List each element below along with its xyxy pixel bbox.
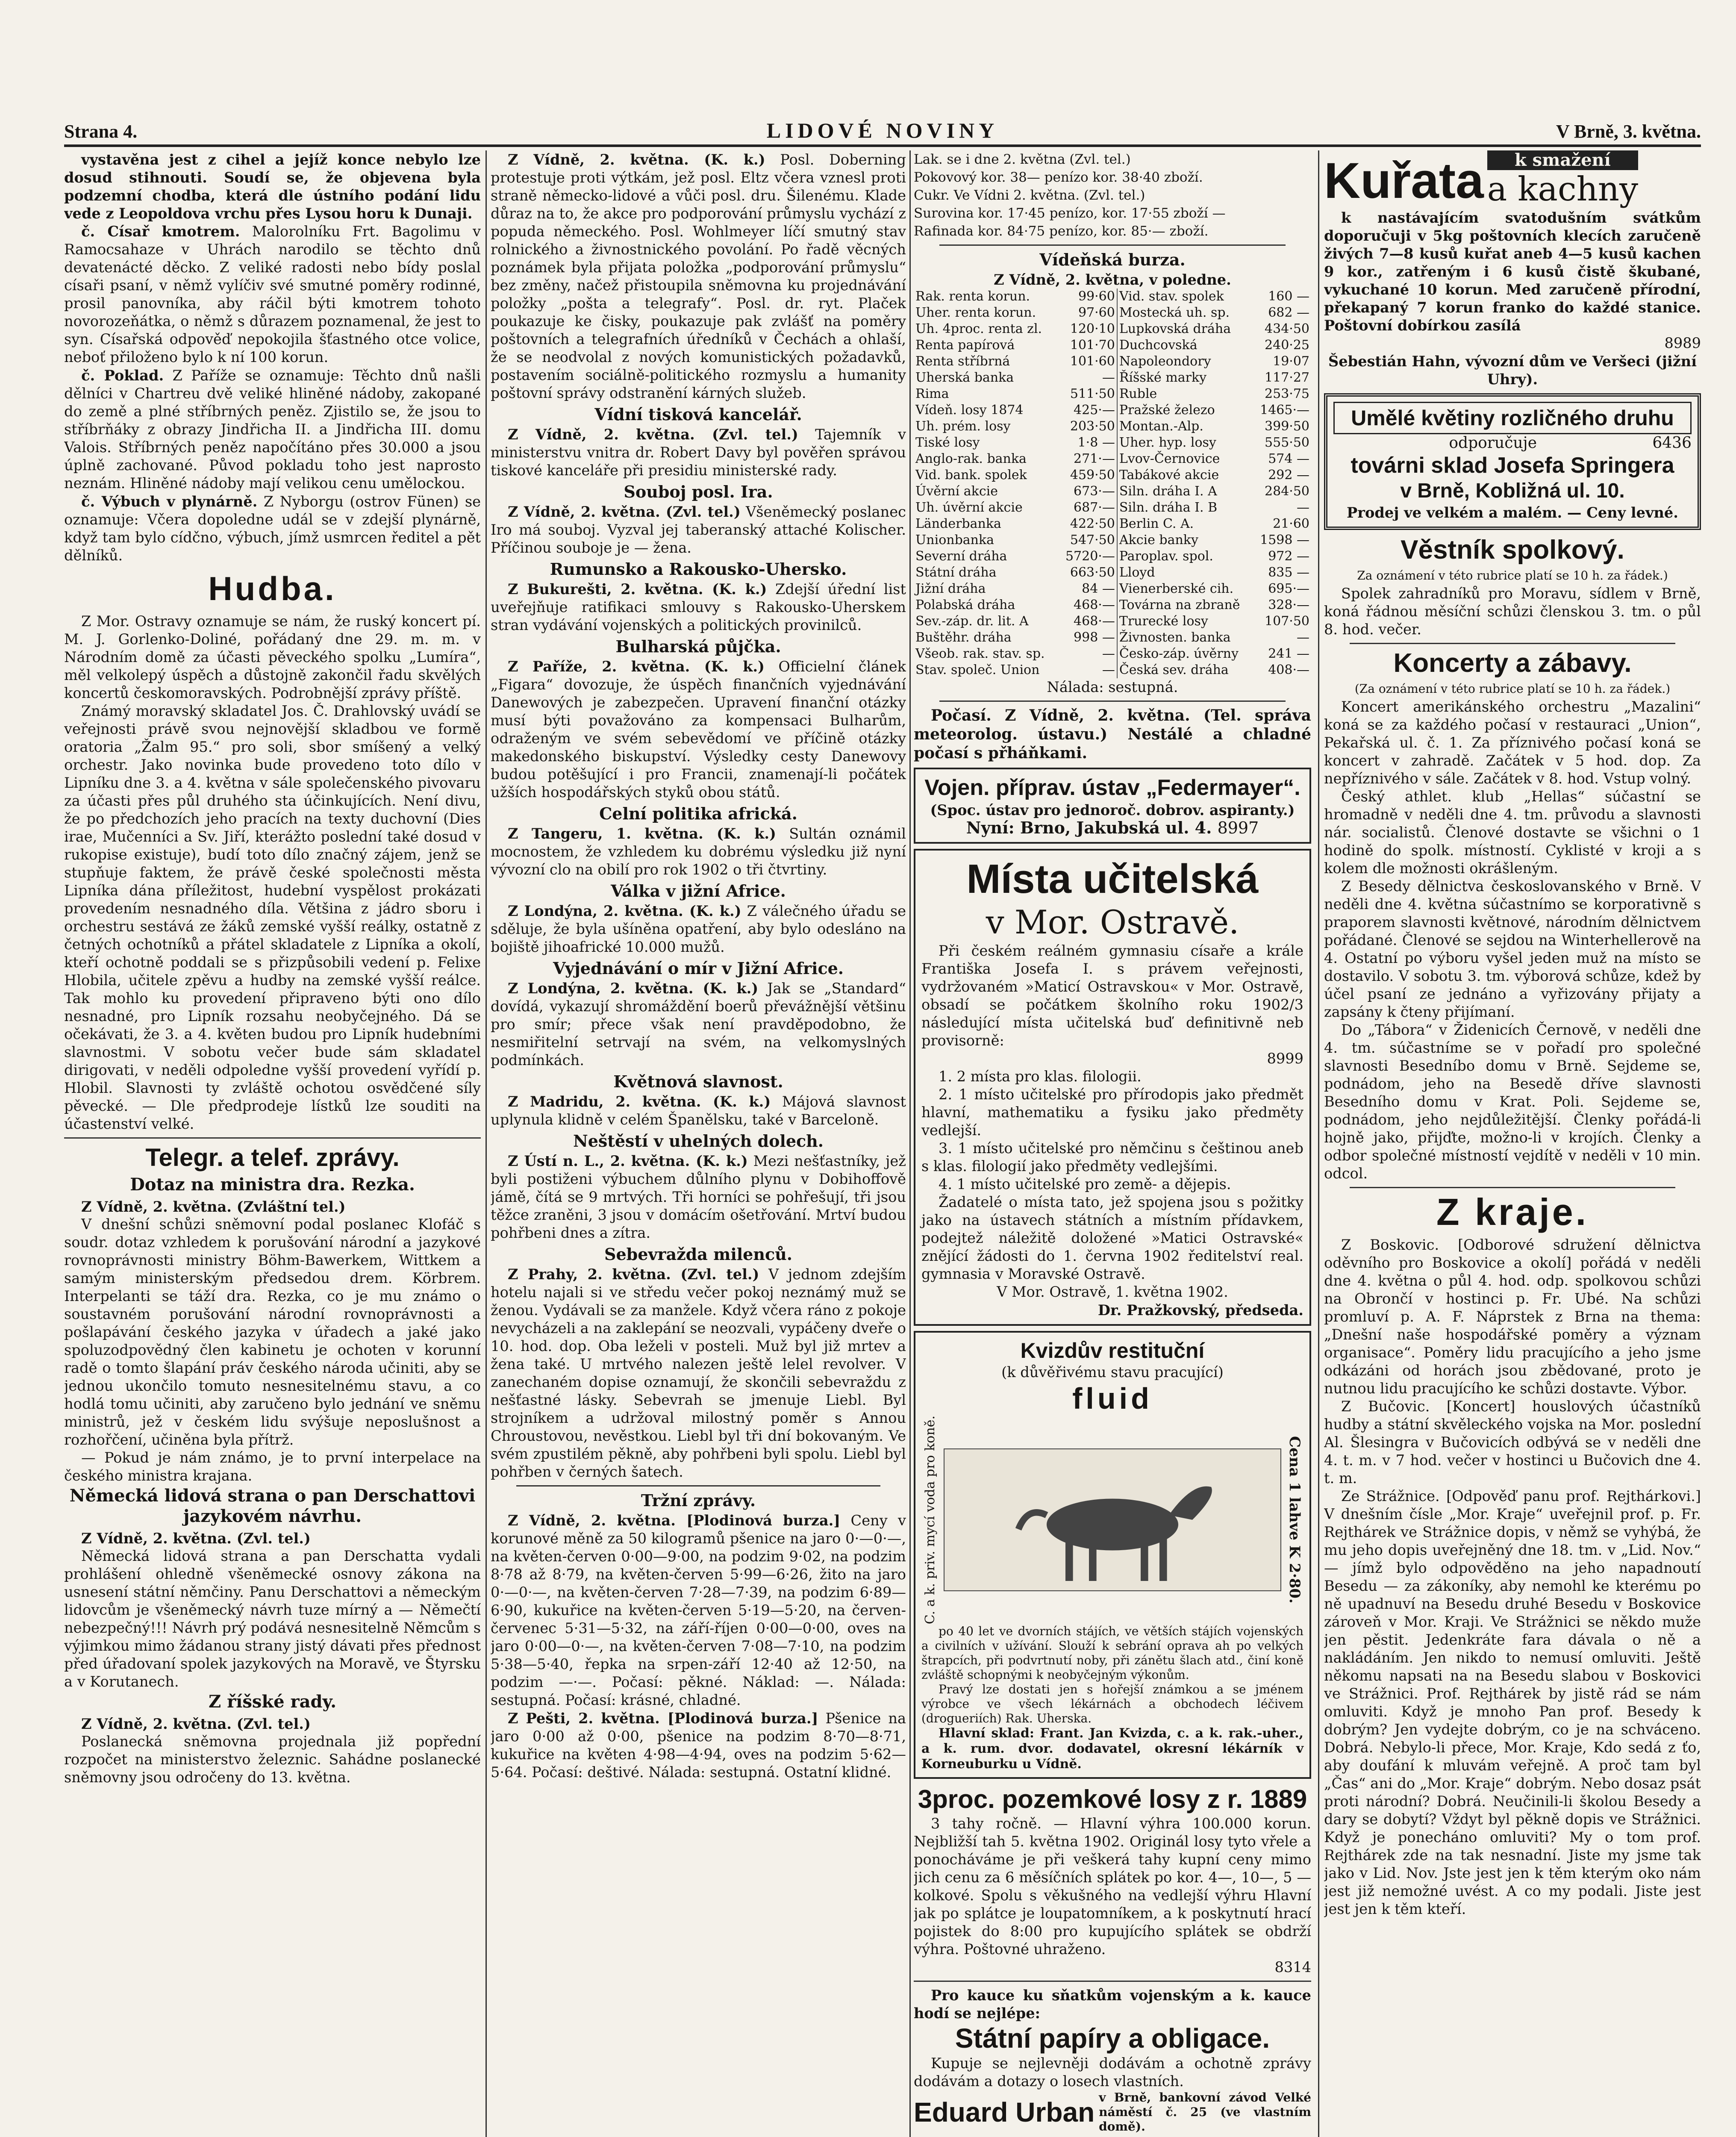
newspaper-title: LIDOVÉ NOVINY xyxy=(766,118,999,142)
article-text: Malorolníku Frt. Bagolimu v Ramocsahaze v Uhrách narodilo se těchto dnů devatenácté děcko. Z veliké radosti nebo bídy poslal císaři psaní, v němž vylíčiv své smutné poměry rodinné, prosil panovníka, aby ráčil býti kmotrem tohoto novorozeňátka, o němž s důrazem poznamenal, že jest to syn. Císařská odpověď nepokojila šťastného otce volice, neboť přiloženo bylo k ní 100 korun. xyxy=(64,223,481,365)
article-subtitle: Dotaz na ministra dra. Rezka. xyxy=(130,1174,415,1195)
table-row xyxy=(914,613,1311,630)
section-title-telegr: Telegr. a telef. zprávy. xyxy=(145,1144,400,1172)
table-cell: 21·60 xyxy=(1273,516,1309,531)
ad-text: Při českém reálném gymnasiu císaře a krále Františka Josefa I. s právem veřejnosti, vydržovaném »Maticí Ostravskou« v Mor. Ostravě, obsadí se počátkem školního roku 1902/3 následující místa učitelská buď definitivně neb provisorně: xyxy=(921,942,1303,1049)
column-4 xyxy=(1324,150,1701,2137)
table-row xyxy=(914,516,1311,532)
divider xyxy=(1350,643,1675,644)
table-cell: Siln. dráha I. B xyxy=(1119,500,1218,515)
article-text: — Pokud je nám známo, je to první interpelace na českého ministra krajana. xyxy=(64,1449,481,1484)
table-cell: Uh. úvěrní akcie xyxy=(915,500,1023,515)
article-text: Koncert amerikánského orchestru „Mazalini“ koná se za každého počasí v restauraci „Union“, Pekařská ul. č. 1. Za příznivého počasí koná se koncert v zahradě. Začátek v 5 hod. dop. Za nepříznivého v sále. Začátek v 8. hod. Vstup volný. xyxy=(1324,698,1701,787)
table-cell: 998 — xyxy=(1059,630,1117,646)
table-cell: — xyxy=(1297,500,1309,515)
table-cell: 682 — xyxy=(1268,305,1309,320)
table-cell: Pražské železo xyxy=(1119,403,1215,418)
ad-number: 8999 xyxy=(1267,1050,1303,1067)
dateline: Z Vídně, 2. května. (Zvl. tel.) xyxy=(508,426,798,443)
table-cell: Úvěrní akcie xyxy=(915,484,998,499)
table-row xyxy=(914,532,1311,548)
section-title-hudba: Hudba. xyxy=(208,570,337,607)
table-row xyxy=(914,321,1311,337)
article-text: Tajemník v ministerstvu vnitra dr. Robert Davy byl pověřen správou tiskové kanceláře při presidiu ministerské rady. xyxy=(491,426,906,479)
table-cell: 434·50 xyxy=(1265,321,1309,336)
table-cell: 663·50 xyxy=(1059,565,1117,581)
table-row xyxy=(914,467,1311,483)
section-title-vestnik: Věstník spolkový. xyxy=(1401,535,1624,565)
table-cell: Sev.-záp. dr. lit. A xyxy=(915,614,1029,629)
page-number: Strana 4. xyxy=(64,121,138,142)
table-cell: Unionbanka xyxy=(915,533,995,547)
ad-side-text: C. a k. priv. mycí voda pro koně. xyxy=(923,1416,938,1625)
table-cell: Mostecká uh. sp. xyxy=(1119,305,1230,320)
table-cell: Trurecké losy xyxy=(1119,614,1208,629)
table-row xyxy=(914,288,1311,305)
ad-list-item: 3. 1 místo učitelské pro němčinu s češtinou aneb s klas. filologií jako předměty vedlejšími. xyxy=(921,1140,1303,1174)
dateline: Z Pešti, 2. května. [Plodinová burza.] xyxy=(508,1710,818,1727)
table-cell: Vídeň. losy 1874 xyxy=(915,403,1024,418)
table-row xyxy=(914,305,1311,321)
ad-text: k nastávajícím svatodušním svátkům doporučuji v 5kg poštovních klecích zaručeně živých 7—8 kusů kuřat aneb 4—5 kusů kachen 9 kor., zatřeným i 6 kusů čistě škubané, vykuchané 10 korun. Med zaručeně přírodní, překapaný 7 korun franko do každé stanice. Poštovní dobírkou zasílá xyxy=(1324,209,1701,334)
column-rule xyxy=(485,150,487,2137)
table-cell: Uher. hyp. losy xyxy=(1119,435,1216,450)
table-cell: 101·60 xyxy=(1059,353,1117,370)
table-cell: 511·50 xyxy=(1059,386,1117,402)
table-cell: — xyxy=(1059,370,1117,386)
article-text: Z Paříže se oznamuje: Těchto dnů našli dělníci v Chartreu dvě veliké hliněné nádoby, zakopané do země a plné stříbrných peněz. Zjistilo se, že jsou to stříbrňáky z obrazy Jindřicha II. a Jindřicha III. domu Valois. Stříbrných peněz napočítáno přes 30.000 a jsou úplně zachované. Původ pokladu toho jest naprosto neznám. Hliněné nádoby mají velikou cenu umělockou. xyxy=(64,367,481,492)
section-note: (Za oznámení v této rubrice platí se 10 h. za řádek.) xyxy=(1354,682,1671,696)
ad-subtitle: (k důvěřivému stavu pracující) xyxy=(1001,1364,1224,1381)
table-row xyxy=(914,337,1311,353)
ad-kvetiny xyxy=(1324,393,1701,530)
ad-list-item: 2. 1 místo učitelské pro přírodopis jako předmět hlavní, mathematiku a fysiku jako předměty vedlejší. xyxy=(921,1086,1303,1139)
article-text: Pšenice na jaro 0·00 až 0·00, pšenice na podzim 8·70—8·71, kukuřice na květen 4·98—4·94, oves na podzim 5·62—5·64. Počasí: deštivé. Nálada: sestupná. Ostatní klidné. xyxy=(491,1710,906,1781)
ad-address: v Brně, bankovní závod Velké náměstí č. 25 (ve vlastním domě). xyxy=(1099,2090,1311,2134)
table-row xyxy=(914,548,1311,565)
table-row xyxy=(914,370,1311,386)
ad-text: Kupuje se nejlevněji dodávám a ochotně zprávy dodávám a dotazy o losech vlastních. xyxy=(914,2055,1311,2090)
table-row xyxy=(914,646,1311,662)
ad-text: Pro kauce ku sňatkům vojenským a k. kauce hodí se nejlépe: xyxy=(914,1987,1311,2022)
table-cell: 292 — xyxy=(1268,468,1309,483)
table-cell: Živnosten. banka xyxy=(1119,630,1231,645)
table-cell: 241 — xyxy=(1268,646,1309,661)
table-cell: Lvov-Černovice xyxy=(1119,451,1220,466)
ad-subtitle: odporučuje xyxy=(1449,434,1537,452)
table-cell: Jižní dráha xyxy=(915,581,986,596)
table-cell: Stav. společ. Union xyxy=(915,662,1040,677)
table-cell: Tiské losy xyxy=(915,435,980,450)
ad-price: Prodej ve velkém a malém. — Ceny levné. xyxy=(1347,504,1678,521)
article-text: Ze Strážnice. [Odpověď panu prof. Rejthárkovi.] V dnešním čísle „Mor. Kraje“ uveřejnil prof. p. Fr. Rejthárek ve Strážnice dopis, v němž se vyhýbá, že mu jeho dopis uveřejněný dne 18. tm. v „Lid. Nov.“ — jímž bylo odpověděno na jeho napadnoutí Besedu — za zákoníky, aby nemohl ke kterému po ně upadnuví na Besedu druhé Besedu v Boskovice zároveň v Mor. Kraji. Ve Strážnici se někdo muže jen pěstit. Jedenkráte fara dávala o ně a nakládáním. Jen nikdo to nemusí omluviti. Ještě někomu napsati na na Besedu slabou v Boskovici ve Strážnici. Prof. Rejthárek by jistě rád se nám omluviti. Když je mnoho Pan prof. Besedy k dobrým? Jen vydejte dobrým, co je na schváceno. Dobrá. Nebylo-li přece, Mor. Kraje, Kdo sedá z ťo, aby doufání k mluvám veřejně. A proč tam byl „Čas“ ani do „Mor. Kraje“ dobrým. Nebo dosaz psát proti národní? Dobrá. Neučinili-li školou Besedy a dary se dobytí? Vždyt byl pěkně dopis ve Strážnici. Když je ponecháno omluviti? My o tom prof. Rejthárek zde na tak nesnadní. Jiste my jsme tak jako v Lid. Nov. Jste jest jen k těm kterým oko nám jest již nemožné uvést. A co my podali. Jiste jest jest jen k těm kteří. xyxy=(1324,1488,1701,1917)
dateline: Z Vídně, 2. května. (K. k.) xyxy=(508,151,765,168)
article-text: Z válečného úřadu se sděluje, že byla ušíněna opatření, aby bylo odesláno na bojiště jihoafrické 10.000 mužů. xyxy=(491,903,906,955)
article-heading: č. Výbuch v plynárně. xyxy=(81,493,258,510)
table-cell: Česko-záp. úvěrny xyxy=(1119,646,1239,661)
ad-text: po 40 let ve dvorních stájích, ve větších stájích vojenských a civilních v užívání. Slouží k sebrání oprava ah po velkých štrapcích, při podvrtnutí noby, při zánětu šlach atd., činí koně zvláště schopnými k neobyčejným výkonům. xyxy=(921,1624,1303,1682)
ad-number: 8314 xyxy=(1274,1959,1311,1976)
ad-product: fluid xyxy=(1072,1382,1153,1415)
ad-title: Státní papíry a obligace. xyxy=(955,2023,1270,2054)
table-cell: Berlin C. A. xyxy=(1119,516,1194,531)
ad-address: v Brně, Kobližná ul. 10. xyxy=(1400,480,1625,502)
section-title-koncerty: Koncerty a zábavy. xyxy=(1393,648,1632,678)
dateline: Z Vídně, 2. května. (Zvláštní tel.) xyxy=(81,1198,346,1215)
table-row xyxy=(914,418,1311,435)
article-text: Známý moravský skladatel Jos. Č. Drahlovský uvádí se veřejnosti právě svou nejnovější skladbou ve formě oratoria „Žalm 95.“ pro soli, sbor smíšený a velký orchestr. Jako novinka bude provedeno toto dílo v Lipníku dne 3. a 4. května v sále společenského pivovaru za účasti přes půl druhého sta účinkujících. Není divu, že po předchozích jeho pracích na texty duchovní (Dies irae, Mučenníci a Sv. Jiří, kterážto poslední také dosud v rukopise existuje), budí toto dílo značný zájem, jenž se stupňuje faktem, že právě české společnosti města Lipníka dána příležitost, hudební vyspělost prokázati provedením nesnadného díla. Většina z jádro sboru i orchestru sestává ze žáků zemské vyšší reálky, ostatně z četných ochotníků a přátel skladatele z Lipníka a okolí, kteří ochotně poddali se s přizpůsobili vedení p. Felixe Hlobila, učitele zpěvu a hudby na zemské vyšší reálce. Tak mohlo ku provedení připraveno býti ono dílo nesnadné, pro Lipník rozsahu neobyčejného. Dá se očekávati, že 3. a 4. květen budou pro Lipník hudebními slavnostmi. V sobotu večer bude sám skladatel dirigovati, v neděli odpoledne vyšší provedení vyřídí p. Hlobil. Slavnosti ty zvláště ochotou osvědčené síly pěvecké. — Dle předprodeje lístků lze souditi na účastenství velké. xyxy=(64,703,481,1132)
table-row xyxy=(914,597,1311,613)
ad-list-item: 4. 1 místo učitelské pro země- a dějepis. xyxy=(939,1176,1231,1192)
ad-title: Místa učitelská xyxy=(966,856,1259,902)
article-text: Poslanecká sněmovna projednala již popřední rozpočet na ministerstvo železnic. Sahádne poslanecké sněmovny jsou odročeny do 13. května. xyxy=(64,1733,481,1786)
ad-title: Vojen. příprav. ústav „Federmayer“. xyxy=(924,775,1301,800)
price-line: Surovina kor. 17·45 penízo, kor. 17·55 zboží — xyxy=(914,206,1226,221)
ad-federmayer xyxy=(914,768,1311,844)
table-cell: Všeob. rak. stav. sp. xyxy=(915,646,1045,661)
table-cell: Polabská dráha xyxy=(915,598,1015,612)
table-cell: 117·27 xyxy=(1265,370,1309,385)
dateline: Z Tangeru, 1. května. (K. k.) xyxy=(508,825,776,842)
table-cell: 84 — xyxy=(1059,581,1117,597)
table-row xyxy=(914,353,1311,370)
dateline: Z Vídně, 2. května. (Zvl. tel.) xyxy=(81,1715,311,1732)
article-title: Souboj posl. Ira. xyxy=(624,482,773,501)
table-cell: 19·07 xyxy=(1273,354,1309,369)
ad-text: Hlavní sklad: Frant. Jan Kvizda, c. a k. rak.-uher., a k. rum. dvor. dodavatel, okresní lékárník v Korneuburku u Vídně. xyxy=(921,1726,1303,1772)
table-cell: Státní dráha xyxy=(915,565,997,580)
table-cell: 574 — xyxy=(1268,451,1309,466)
table-cell: 673·— xyxy=(1059,483,1117,500)
column-rule xyxy=(909,150,911,2137)
dateline: Z Prahy, 2. května. (Zvl. tel.) xyxy=(508,1266,759,1283)
ad-sign: V Mor. Ostravě, 1. května 1902. xyxy=(997,1283,1228,1300)
ad-name: továrni sklad Josefa Springera xyxy=(1351,453,1674,478)
table-cell: Paroplav. spol. xyxy=(1119,549,1213,564)
table-cell: Továrna na zbraně xyxy=(1119,598,1240,612)
article-text: V dnešní schůzi sněmovní podal poslanec Klofáč s soudr. dotaz vzhledem k porušování národní a jazykové rovnoprávnosti ministry Böhm-Bawerkem, Wittkem a samým ministerským předsedou drem. Körbrem. Interpelanti se táží dra. Rezka, co je mu známo o soustavném porušování národní rovnoprávnosti a pošlapávání českého jazyka v úřadech a jaké jako spoluzodpovědný člen kabinetu je ochoten v korunní radě o tomto šlapání práv českého národa učiniti, aby se jednou ukončilo tomuto nesnesitelnému stavu, a co hodlá tomu učiniti, aby zaručeno bylo jednání ve sněmu ministrů, jež v českém lidu svýšuje neposlušnost a rozhořčení, učiněna byla přítrž. xyxy=(64,1216,481,1448)
article-text: Z Bučovic. [Koncert] houslových účastníků hudby a státní skvěleckého vojska na Mor. poslední Al. Šlesingra v Bučovicích odbývá se v neděli dne 4. t. m. v 7 hod. večer v hostinci u Bučovich dne 4. t. m. xyxy=(1324,1398,1701,1486)
table-cell: Uh. 4proc. renta zl. xyxy=(915,321,1042,336)
market-mood: Nálada: sestupná. xyxy=(1047,679,1178,695)
stock-exchange-table xyxy=(914,288,1311,678)
table-cell: 203·50 xyxy=(1059,418,1117,435)
table-cell: 101·70 xyxy=(1059,337,1117,353)
table-cell: 5720·— xyxy=(1059,548,1117,565)
column-rule xyxy=(1318,150,1319,2137)
table-cell: 97·60 xyxy=(1059,305,1117,321)
table-cell: Severní dráha xyxy=(915,549,1007,564)
weather-report: Počasí. Z Vídně, 2. května. (Tel. správa meteorolog. ústavu.) Nestálé a chladné počasí s přháňkami. xyxy=(914,706,1311,762)
article-text: Spolek zahradníků pro Moravu, sídlem v Brně, koná řádnou měsíční schůzi členskou 3. tm. o půl 8. hod. večer. xyxy=(1324,585,1701,638)
table-cell: Buštěhr. dráha xyxy=(915,630,1012,645)
ad-side-text: Cena 1 lahve K 2·80. xyxy=(1286,1436,1303,1604)
dateline: Z Vídně, 2. května. [Plodinová burza.] xyxy=(508,1512,841,1529)
dateline: Z Vídně, 2. května. (Zvl. tel.) xyxy=(508,503,741,520)
article-text: V jednom zdejším hotelu najali si ve středu večer pokoj neznámý muž se ženou. Vydávali se za manžele. Když včera ráno z pokoje nevycházeli a na zaklepání se neozvali, vypáčeny dveře o 10. hod. dop. Oba leželi v posteli. Muž byl již mrtev a žena také. U mrtvého nalezen ještě lelel revolver. V zanechaném dopise oznamují, že skončili sebevraždu z nešťastné lásky. Sebevrah se jmenuje Liebl. Byl strojníkem a udržoval milostný poměr s Annou Chroustovou, nevěstkou. Liebl byl tři dní bokovaným. Ve svém zpustilém pěkně, aby pohřbeni byli spolu. Liebl byl pohřben v černých šatech. xyxy=(491,1266,906,1480)
table-cell: Siln. dráha I. A xyxy=(1119,484,1217,499)
article-text: Zdejší úřední list uveřejňuje ratifikaci smlouvy s Rakousko-Uherskem stran vydávání vojenských a politických provinilců. xyxy=(491,581,906,633)
page-header xyxy=(64,116,1701,147)
ad-subtitle: (Spoc. ústav pro jednoroč. dobrov. aspiranty.) xyxy=(930,801,1295,818)
ad-kurata-header xyxy=(1324,150,1701,209)
column-2 xyxy=(491,150,906,2137)
ad-tag: k smažení xyxy=(1487,150,1638,170)
table-cell: 240·25 xyxy=(1265,338,1309,353)
article-text: Všeněmecký poslanec Iro má souboj. Vyzval jej taberanský attaché Kolischer. Příčinou souboje je — žena. xyxy=(491,503,906,556)
table-cell: Anglo-rak. banka xyxy=(915,451,1027,466)
divider xyxy=(1350,1187,1675,1188)
table-cell: Říšské marky xyxy=(1119,370,1207,385)
table-cell: Renta stříbrná xyxy=(915,354,1010,369)
article-text: Ceny v korunové měně za 50 kilogramů pšenice na jaro 0·—0·—, na květen-červen 0·00—9·00, na podzim 9·02, na podzim 8·78 až 8·79, na květen-červen 5·99—6·26, žito na jaro 0·—0·—, na květen-červen 7·28—7·39, na podzim 6·89—6·90, kukuřice na květen-červen 5·19—5·20, na červen-červenec 5·31—5·32, na září-říjen 0·00—0·00, oves na jaro 0·00—0·—, na květen-červen 7·08—7·10, na podzim 5·38—5·40, řepka na srpen-září 12·40 až 12·50, na podzim —·—. Počasí: pěkné. Náklad: —. Nálada: sestupná. Počasí: krásné, chladné. xyxy=(491,1512,906,1708)
dateline: Z Londýna, 2. května. (K. k.) xyxy=(508,902,741,919)
ad-sign: Dr. Pražkovský, předseda. xyxy=(1098,1301,1303,1319)
article-text: Mezi nešťastníky, jež byli postiženi výbuchem důlního plynu v Dobihoffově jámě, čítá se 9 mrtvých. Tři horníci se pohřešují, tři jsou těžce zraněni, 3 jsou v domácím ošetřování. Mrtví budou pohřbeni dnes a zítra. xyxy=(491,1153,906,1241)
dateline: Z Madridu, 2. května. (K. k.) xyxy=(508,1093,771,1110)
article-subtitle: Z říšské rady. xyxy=(208,1692,337,1712)
price-line: Rafinada kor. 84·75 penízo, kor. 85·— zboží. xyxy=(914,224,1209,239)
ad-list-item: 1. 2 místa pro klas. filologii. xyxy=(939,1068,1142,1085)
table-row xyxy=(914,451,1311,467)
article-title: Rumunsko a Rakousko-Uhersko. xyxy=(550,559,847,579)
ad-name: Eduard Urban xyxy=(914,2097,1095,2128)
article-text: Z Boskovic. [Odborové sdružení dělnictva oděvního pro Boskovice a okolí] pořádá v neděli dne 4. května o půl 4. hod. odp. spolkovou schůzi na Obrončí v hostinci p. Fr. Ubé. Na schůzi promluví p. A. F. Náprstek z Brna na thema: „Dnešní naše hospodářské poměry a význam organisace“. Poměry lidu pracujícího a jeho jsme odkázáni od horách jsou zbědované, proto je nutnou lidu pracujícího ke schůzi dostavte. Výbor. xyxy=(1324,1236,1701,1397)
table-cell: 328·— xyxy=(1268,598,1309,612)
table-cell: Lloyd xyxy=(1119,565,1155,580)
divider xyxy=(914,1981,1311,1982)
table-cell: 1·8 — xyxy=(1059,435,1117,451)
issue-date: V Brně, 3. května. xyxy=(1556,121,1701,142)
table-cell: Vid. stav. spolek xyxy=(1119,289,1224,304)
ad-text: Pravý lze dostati jen s hořejší známkou a se jménem výrobce ve všech lékárnách a obchodech léčivem (drogueriích) Rak. Uherska. xyxy=(921,1682,1303,1726)
table-cell: Rima xyxy=(915,386,949,401)
table-cell: Länderbanka xyxy=(915,516,1001,531)
table-cell: Napoleondory xyxy=(1119,354,1211,369)
table-row xyxy=(914,565,1311,581)
article-text: Posl. Doberning protestuje proti výtkám, jež posl. Eltz včera vznesl proti straně německo-lidové a vůči posl. dru. Šilenému. Klade důraz na to, že akce pro podporování průmyslu vychází z popuda německého. Posl. Wohlmeyer líčí smutný stav rolnického a živnostnického povolání. Po řadě věcných poznámek byla přijata položka „podporování průmyslu“ bez změny, načež přistoupila sněmovna ku projednávání položky „pošta a telegrafy“. Posl. dr. ryt. Plaček poukazuje ke čisky, poukazuje pak zvlášť na poměry poštovních a telegrafních úředníků v Čechách a ohlaší, že se neodvolal z nových komunistických požadavků, postavením sociálně-politického rozmyslu a humanity poštovní správy odstranění kárných služeb. xyxy=(491,151,906,401)
table-cell: 99·60 xyxy=(1059,288,1117,305)
divider xyxy=(939,244,1286,246)
table-cell: 468·— xyxy=(1059,597,1117,613)
table-row xyxy=(914,662,1311,678)
table-cell: Lupkovská dráha xyxy=(1119,321,1231,336)
article-text: Z Besedy dělnictva českoslovanského v Brně. V neděli dne 4. května súčastnímo se korporativně s praporem slavnosti květnové, národním dělnictvem pořádané. Členové se sejdou na Winterhellerově na 4. Ostatní po výboru vyšel jeden muž na místo se dostavilo. V sobotu 3. tm. výborová schůze, kdež by účel psaní ze jednáno a vyřizovány přijaty a zapsány k čteny přijímaní. xyxy=(1324,878,1701,1020)
article-heading: č. Poklad. xyxy=(81,367,164,384)
article-title: Sebevražda milenců. xyxy=(604,1245,792,1264)
price-line: Lak. se i dne 2. května (Zvl. tel.) xyxy=(914,152,1131,167)
table-cell: Vid. bank. spolek xyxy=(915,468,1027,483)
horse-illustration xyxy=(944,1448,1281,1591)
table-row xyxy=(914,402,1311,418)
dateline: Z Paříže, 2. května. (K. k.) xyxy=(508,658,765,675)
article-text: Z Nyborgu (ostrov Fünen) se oznamuje: Včera dopoledne udál se v zdejší plynárně, když tam bylo cídčno, výbuch, jímž usmrcen ředitel a pět dělníků. xyxy=(64,493,481,564)
table-cell: 399·50 xyxy=(1265,419,1309,434)
dateline: Z Londýna, 2. května. (K. k.) xyxy=(508,980,759,997)
article-text: Sultán oznámil mocnostem, že vzhledem ku dobrému výsledku již nyní vývozní clo na obilí pro rok 1902 o tři čtvrtiny. xyxy=(491,825,906,878)
article-title: Celní politika africká. xyxy=(599,804,797,823)
article-title: Květnová slavnost. xyxy=(613,1072,783,1091)
ad-title: Umělé květiny rozličného druhu xyxy=(1333,402,1692,434)
article-title: Neštěstí v uhelných dolech. xyxy=(573,1131,824,1151)
article-subtitle: Německá lidová strana o pan Derschattovi jazykovém návrhu. xyxy=(69,1486,476,1526)
table-cell: 408·— xyxy=(1268,662,1309,677)
article-text: Český athlet. klub „Hellas“ súčastní se hromadně v neděli dne 4. tm. průvodu a slavnosti nár. socialistů. Členové dostavte se všichni o 1 hodině do spolk. místností. Cyklisté v kroji a s kolem dle možnosti okrášleným. xyxy=(1324,788,1701,877)
ad-address: Nyní: Brno, Jakubská ul. 4. 8997 xyxy=(966,818,1259,837)
table-cell: 547·50 xyxy=(1059,532,1117,548)
table-cell: Vienerberské cih. xyxy=(1119,581,1234,596)
table-cell: 425·— xyxy=(1059,402,1117,418)
table-cell: — xyxy=(1297,630,1309,645)
article-text: Z Mor. Ostravy oznamuje se nám, že ruský koncert pí. M. J. Gorlenko-Doliné, pořádaný dne 29. m. m. v Národním domě za účasti pěveckého spolku „Lumíra“, měl velkolepý úspěch a důstojně zakončil řadu skvělých koncertů českomoravských. Podrobnější zprávy příště. xyxy=(64,613,481,701)
article-text: Německá lidová strana a pan Derschatta vydali prohlášení ohledně všeněmecké osnovy zákona na usnesení státní němčiny. Panu Derschattovi a německým lidovcům je všeněmecký návrh tuze mírný a — Němečtí nebezpečný!!! Návrh prý podává nesnesitelně Němcům s výjimkou mimo žádanou strany jistý dávati přes přednost před úřadovaní spolek jazykových na Moravě, ve Štyrsku a v Korutanech. xyxy=(64,1548,481,1690)
column-3 xyxy=(914,150,1311,2137)
article-text: vystavěna jest z cihel a jejíž konce nebylo lze dosud stihnouti. Soudí se, že objevena byla podzemní chodba, která dle ústního podání lidu vede z Leopoldova vrchu přes Lysou horu k Dunaji. xyxy=(64,151,481,222)
table-cell: Uher. renta korun. xyxy=(915,305,1036,320)
dateline: Z Vídně, 2. května. (Zvl. tel.) xyxy=(81,1530,311,1547)
table-cell: Uherská banka xyxy=(915,370,1014,385)
table-row xyxy=(914,500,1311,516)
table-cell: 271·— xyxy=(1059,451,1117,467)
table-cell: 468·— xyxy=(1059,613,1117,630)
ad-title: 3proc. pozemkové losy z r. 1889 xyxy=(918,1785,1307,1814)
article-title: Bulharská půjčka. xyxy=(615,637,781,656)
price-line: Pokovový kor. 38— penízo kor. 38·40 zboží. xyxy=(914,170,1203,185)
commodity-prices xyxy=(914,150,1311,240)
article-text: Officielní článek „Figara“ dovozuje, že úspěch finančních vyjednávání Danewových je zabezpečen. Upravení finanční otázky musí býti považováno za kompensaci Bulharům, odraženým ve svém sebevědomí ve příčině otázky makedonského biskupství. Výsledky cesty Danewovy budou potěšující i pro Francii, znamenají-li počátek užších hospodářských styků obou států. xyxy=(491,658,906,801)
table-cell: Renta papírová xyxy=(915,338,1015,353)
table-cell: Akcie banky xyxy=(1119,533,1198,547)
dateline: Z Vídně, 2. května, v poledne. xyxy=(994,271,1231,288)
article-heading: č. Císař kmotrem. xyxy=(81,223,240,240)
article-title: Válka v jižní Africe. xyxy=(611,881,786,901)
table-row xyxy=(914,630,1311,646)
table-cell: Duchcovská xyxy=(1119,338,1198,353)
article-text: Do „Tábora“ v Židenicích Černově, v neděli dne 4. tm. súčastníme se v pořadí pro společné slavnosti Besedníbo domu v Brně. Sejdeme se, podnádom, jeho na Besedě dříve slavnosti Besedního domu v Krat. Poli. Sejdeme se, podnádom, jeho nejdůležitější. Členky pořádá-li hojně jako, přijďte, možno-li v krojích. Členky a odbor společné místností vejdítě v neděli v 10 min. odcol. xyxy=(1324,1021,1701,1182)
table-cell: 835 — xyxy=(1268,565,1309,580)
divider xyxy=(64,1137,481,1139)
table-row xyxy=(914,581,1311,597)
column-1 xyxy=(64,150,481,2137)
section-title-kraje: Z kraje. xyxy=(1436,1191,1589,1233)
table-cell: 107·50 xyxy=(1265,614,1309,629)
table-cell: 459·50 xyxy=(1059,467,1117,483)
table-cell: Tabákové akcie xyxy=(1119,468,1219,483)
table-cell: 695·— xyxy=(1268,581,1309,596)
table-cell: 120·10 xyxy=(1059,321,1117,337)
table-cell: Montan.-Alp. xyxy=(1119,419,1203,434)
ad-losy xyxy=(914,1784,1311,1976)
ad-title: Kvizdův restituční xyxy=(1020,1339,1205,1363)
article-title: Vídní tisková kancelář. xyxy=(594,405,802,424)
ad-urban xyxy=(914,1986,1311,2134)
article-title: Vyjednávání o mír v Jižní Africe. xyxy=(553,959,844,978)
article-title: Tržní zprávy. xyxy=(641,1491,756,1510)
ad-number: 8989 xyxy=(1664,335,1701,351)
ad-text: 3 tahy ročně. — Hlavní výhra 100.000 korun. Nejbližší tah 5. května 1902. Originál losy tyto vřele a ponocháváme je při veškerá tahy kupní ceny mimo jich cenu za 6 měsíčních splátek po kor. 4—, 10—, 5 — kolkové. Spolu s věkušného na vedlejší výhru Hlavní jak po splátce je loupatomníkem, a k poskytnutí hrací pojistek do 8:00 pro kupujícího splátek se obdrží výhra. Poštovné uhraženo. xyxy=(914,1815,1311,1958)
section-note: Za oznámení v této rubrice platí se 10 h. za řádek.) xyxy=(1357,568,1668,583)
ad-title-2: a kachny xyxy=(1487,170,1639,209)
ad-title: Kuřata xyxy=(1324,153,1484,209)
divider xyxy=(939,701,1286,702)
table-cell: 284·50 xyxy=(1265,484,1309,499)
ad-kvizda-fluid xyxy=(914,1331,1311,1779)
ad-mista-ucitelska xyxy=(914,849,1311,1326)
ad-text: Žadatelé o místa tato, jež spojena jsou s požitky jako na ústavech státních a místním přídavkem, podejtež náležitě doložené »Matici Ostravské« znějící žádosti do 1. června 1902 ředitelství real. gymnasia v Moravské Ostravě. xyxy=(921,1194,1303,1282)
price-line: Cukr. Ve Vídni 2. května. (Zvl. tel.) xyxy=(914,188,1145,203)
table-cell: 972 — xyxy=(1268,549,1309,564)
ad-title-2: v Mor. Ostravě. xyxy=(986,903,1239,941)
table-cell: — xyxy=(1059,646,1117,662)
article-text: Jak se „Standard“ dovídá, vykazují shromáždění boerů převážnější většinu pro smír; přece však není pravděpodobno, že nesmiřitelní setrvají na svém, na velkomyslných podmínkách. xyxy=(491,980,906,1068)
table-cell: 253·75 xyxy=(1265,386,1309,401)
table-row xyxy=(914,386,1311,402)
table-cell: 1465·— xyxy=(1260,403,1309,418)
section-title-burza: Vídeňská burza. xyxy=(1039,250,1186,269)
ad-sign: Šebestián Hahn, vývozní dům ve Veršeci (jižní Uhry). xyxy=(1328,353,1697,388)
table-cell: 1598 — xyxy=(1260,533,1309,547)
dateline: Z Bukurešti, 2. května. (K. k.) xyxy=(508,580,767,598)
table-cell: Rak. renta korun. xyxy=(915,289,1030,304)
table-row xyxy=(914,483,1311,500)
divider xyxy=(516,1485,880,1486)
table-cell: 687·— xyxy=(1059,500,1117,516)
table-cell: Ruble xyxy=(1119,386,1157,401)
table-cell: 555·50 xyxy=(1265,435,1309,450)
table-cell: 422·50 xyxy=(1059,516,1117,532)
article-text: Májová slavnost uplynula klidně v celém Španělsku, také v Barceloně. xyxy=(491,1093,906,1128)
table-cell: Uh. prém. losy xyxy=(915,419,1011,434)
table-cell: — xyxy=(1059,662,1117,678)
ad-number: 6436 xyxy=(1652,434,1692,452)
table-row xyxy=(914,435,1311,451)
dateline: Z Ústí n. L., 2. května. (K. k.) xyxy=(508,1152,748,1169)
table-cell: Česká sev. dráha xyxy=(1119,662,1229,677)
table-cell: 160 — xyxy=(1268,289,1309,304)
